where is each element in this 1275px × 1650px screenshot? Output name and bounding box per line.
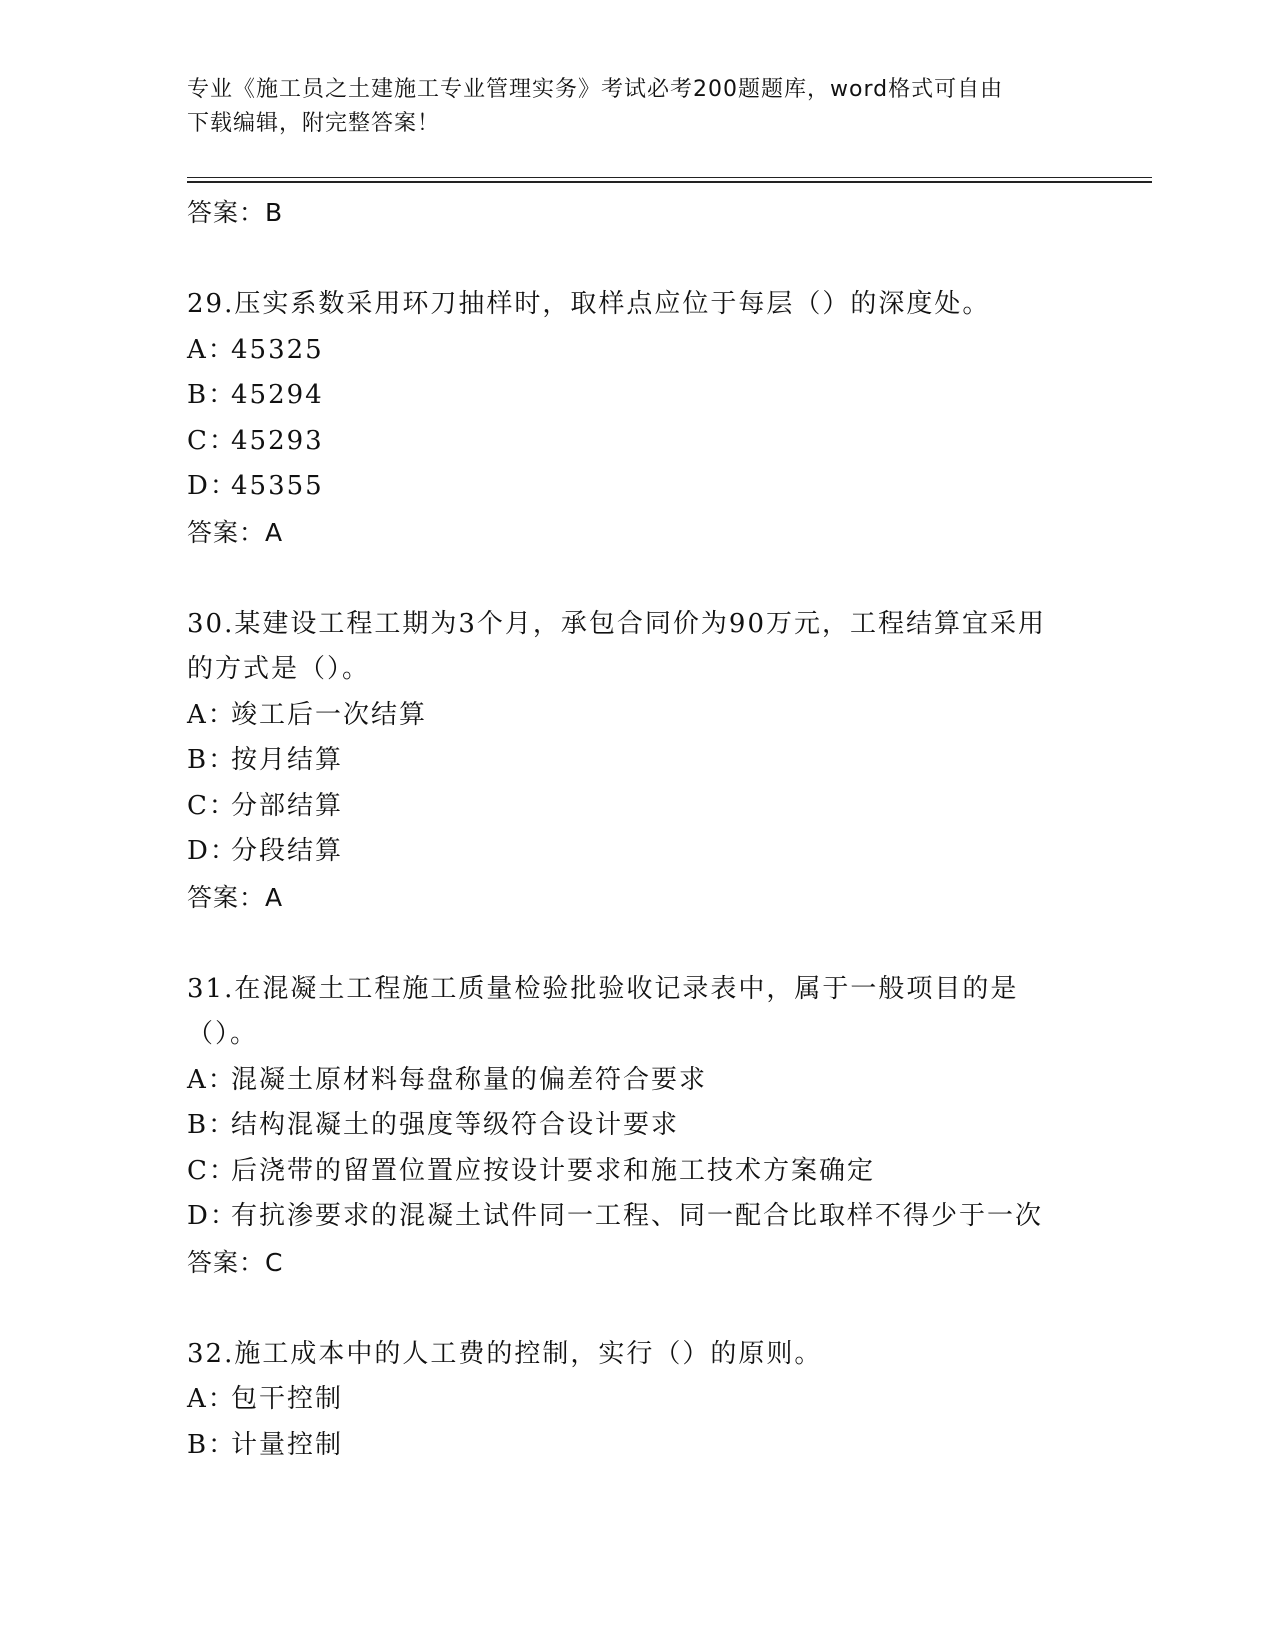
option-text: 45355 [231,471,324,501]
option-text: 有抗渗要求的混凝土试件同一工程、同一配合比取样不得少于一次 [231,1201,1044,1231]
option-text: 混凝土原材料每盘称量的偏差符合要求 [231,1064,708,1095]
header-line-1: 专业《施工员之土建施工专业管理实务》考试必考200题题库，word格式可自由 [187,77,1004,102]
question-list [187,190,1087,1468]
question-block [187,1332,1087,1469]
option-d [187,1194,1087,1240]
answer-line: 答案：B [187,198,284,227]
option-letter: A： [187,699,236,730]
question-number: 31. [187,973,235,1004]
option-b [187,1103,1087,1149]
option-letter: A： [187,1384,236,1414]
header-divider-thick [187,181,1152,183]
option-c [187,784,1087,830]
question-stem [187,967,1067,1058]
question-stem [187,282,1067,328]
answer-line: 答案：A [187,517,284,547]
question-number: 29. [187,289,235,319]
option-c [187,1149,1087,1195]
option-text: 计量控制 [231,1429,344,1460]
question-number: 30. [187,608,235,639]
option-b [187,1423,1087,1469]
option-a [187,693,1087,739]
option-b [187,373,1087,419]
option-text: 按月结算 [231,745,344,775]
option-letter: D： [187,836,238,866]
option-text: 45325 [231,334,324,365]
question-block [187,282,1087,555]
option-text: 分段结算 [231,836,344,866]
document-header [187,73,1067,141]
option-text: 包干控制 [231,1384,344,1414]
option-text: 分部结算 [231,790,344,821]
option-d [187,464,1087,510]
option-text: 后浇带的留置位置应按设计要求和施工技术方案确定 [231,1155,876,1186]
answer-line: 答案：C [187,1247,284,1277]
header-divider-thin [187,177,1152,178]
option-letter: D： [187,471,238,501]
question-text: 施工成本中的人工费的控制，实行（）的原则。 [234,1338,823,1369]
option-text: 竣工后一次结算 [231,699,428,730]
question-block [187,967,1087,1285]
option-letter: A： [187,1064,236,1095]
question-text: 压实系数采用环刀抽样时，取样点应位于每层（）的深度处。 [234,289,991,319]
option-letter: B： [187,1110,237,1140]
question-stem [187,1332,1067,1378]
option-a [187,1377,1087,1423]
option-letter: C： [187,425,237,456]
option-letter: A： [187,334,236,365]
question-block [187,602,1087,920]
option-c [187,419,1087,465]
option-a [187,328,1087,374]
option-text: 结构混凝土的强度等级符合设计要求 [231,1110,680,1140]
option-letter: B： [187,1429,237,1460]
question-text: 某建设工程工期为3个月，承包合同价为90万元，工程结算宜采用的方式是（）。 [187,608,1046,684]
question-text: 在混凝土工程施工质量检验批验收记录表中，属于一般项目的是（）。 [187,973,1019,1049]
header-line-2: 下载编辑，附完整答案！ [187,111,441,136]
answer-line: 答案：A [187,882,284,912]
option-a [187,1058,1087,1104]
option-text: 45294 [231,380,324,410]
option-d [187,829,1087,875]
option-letter: B： [187,380,237,410]
question-number: 32. [187,1338,235,1369]
option-text: 45293 [231,425,324,456]
option-b [187,738,1087,784]
option-letter: B： [187,745,237,775]
option-letter: C： [187,1155,237,1186]
question-stem [187,602,1067,693]
option-letter: D： [187,1201,238,1231]
option-letter: C： [187,790,237,821]
